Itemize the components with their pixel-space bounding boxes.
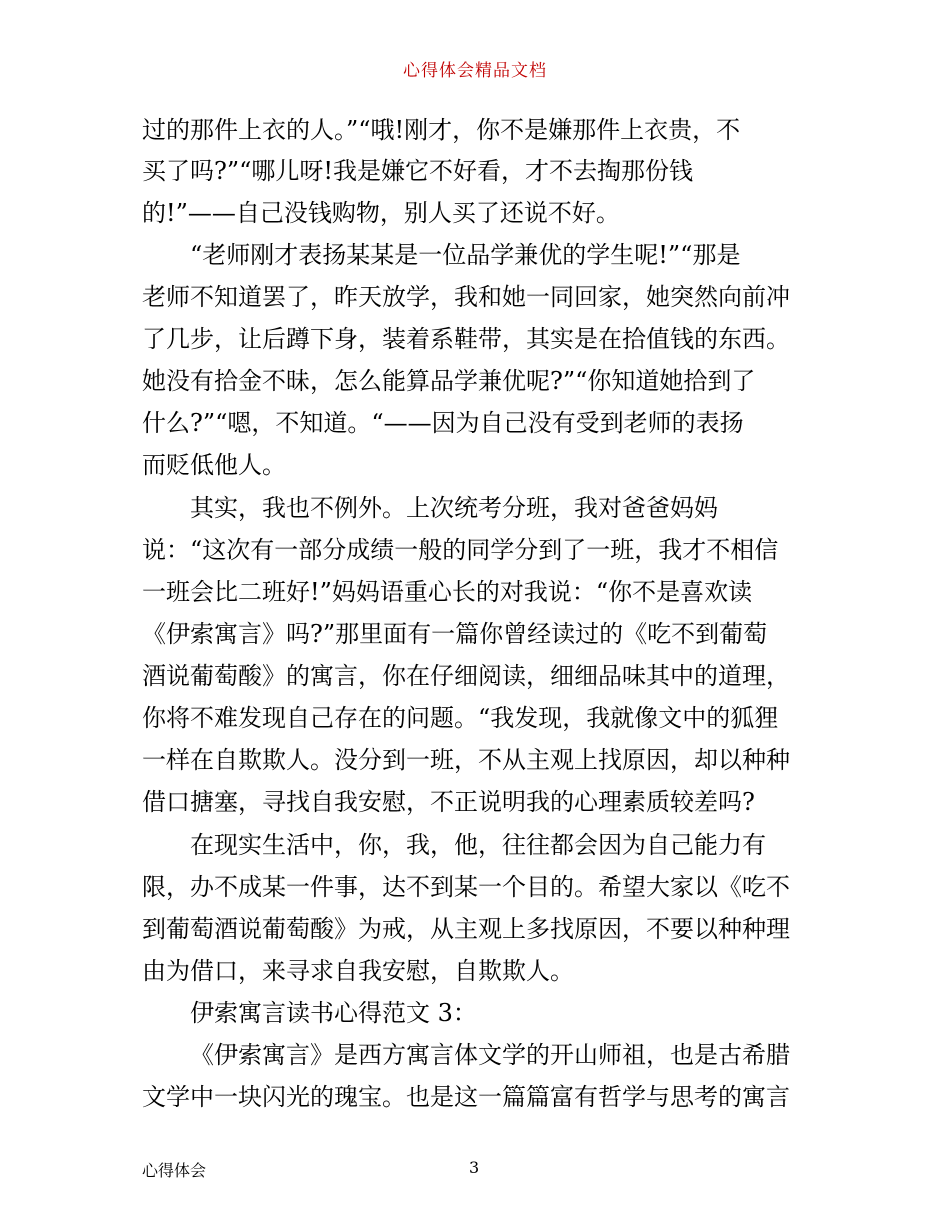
text-line: 伊索寓言读书心得范文 3： — [190, 999, 477, 1027]
text-line: 而贬低他人。 — [142, 451, 286, 479]
text-line: 由为借口，来寻求自我安慰，自欺欺人。 — [142, 957, 574, 985]
text-line: 什么?”“嗯，不知道。“——因为自己没有受到老师的表扬 — [142, 409, 744, 437]
text-line: 文学中一块闪光的瑰宝。也是这一篇篇富有哲学与思考的寓言 — [142, 1083, 790, 1111]
text-line: 借口搪塞，寻找自我安慰，不正说明我的心理素质较差吗? — [142, 788, 755, 816]
text-line: 老师不知道罢了，昨天放学，我和她一同回家，她突然向前冲 — [142, 283, 790, 311]
text-line: 其实，我也不例外。上次统考分班，我对爸爸妈妈 — [190, 494, 718, 522]
text-line: 她没有拾金不昧，怎么能算品学兼优呢?”“你知道她拾到了 — [142, 367, 756, 395]
text-line: 在现实生活中，你，我，他，往往都会因为自己能力有 — [190, 831, 766, 859]
text-line: 了几步，让后蹲下身，装着系鞋带，其实是在拾值钱的东西。 — [142, 325, 790, 353]
page-header-title: 心得体会精品文档 — [403, 61, 547, 81]
text-line: 过的那件上衣的人。”“哦!刚才，你不是嫌那件上衣贵，不 — [142, 116, 741, 144]
text-line: 限，办不成某一件事，达不到某一个目的。希望大家以《吃不 — [142, 873, 790, 901]
text-line: 买了吗?”“哪儿呀!我是嫌它不好看，才不去掏那份钱 — [142, 157, 694, 185]
text-line: 说：“这次有一部分成绩一般的同学分到了一班，我才不相信 — [142, 536, 779, 564]
text-line: 《伊索寓言》是西方寓言体文学的开山师祖，也是古希腊 — [190, 1041, 790, 1069]
text-line: 一样在自欺欺人。没分到一班，不从主观上找原因，却以种种 — [142, 746, 790, 774]
text-line: 你将不难发现自己存在的问题。“我发现，我就像文中的狐狸 — [142, 704, 779, 732]
text-line: “老师刚才表扬某某是一位品学兼优的学生呢!”“那是 — [190, 241, 741, 269]
text-line: 《伊索寓言》吗?”那里面有一篇你曾经读过的《吃不到葡萄 — [142, 620, 768, 648]
text-line: 酒说葡萄酸》的寓言，你在仔细阅读，细细品味其中的道理， — [142, 662, 790, 690]
text-line: 的!”——自己没钱购物，别人买了还说不好。 — [142, 199, 620, 227]
footer-label: 心得体会 — [142, 1161, 207, 1180]
page-number: 3 — [469, 1158, 480, 1177]
text-line: 一班会比二班好!”妈妈语重心长的对我说：“你不是喜欢读 — [142, 578, 753, 606]
text-line: 到葡萄酒说葡萄酸》为戒，从主观上多找原因，不要以种种理 — [142, 915, 790, 943]
